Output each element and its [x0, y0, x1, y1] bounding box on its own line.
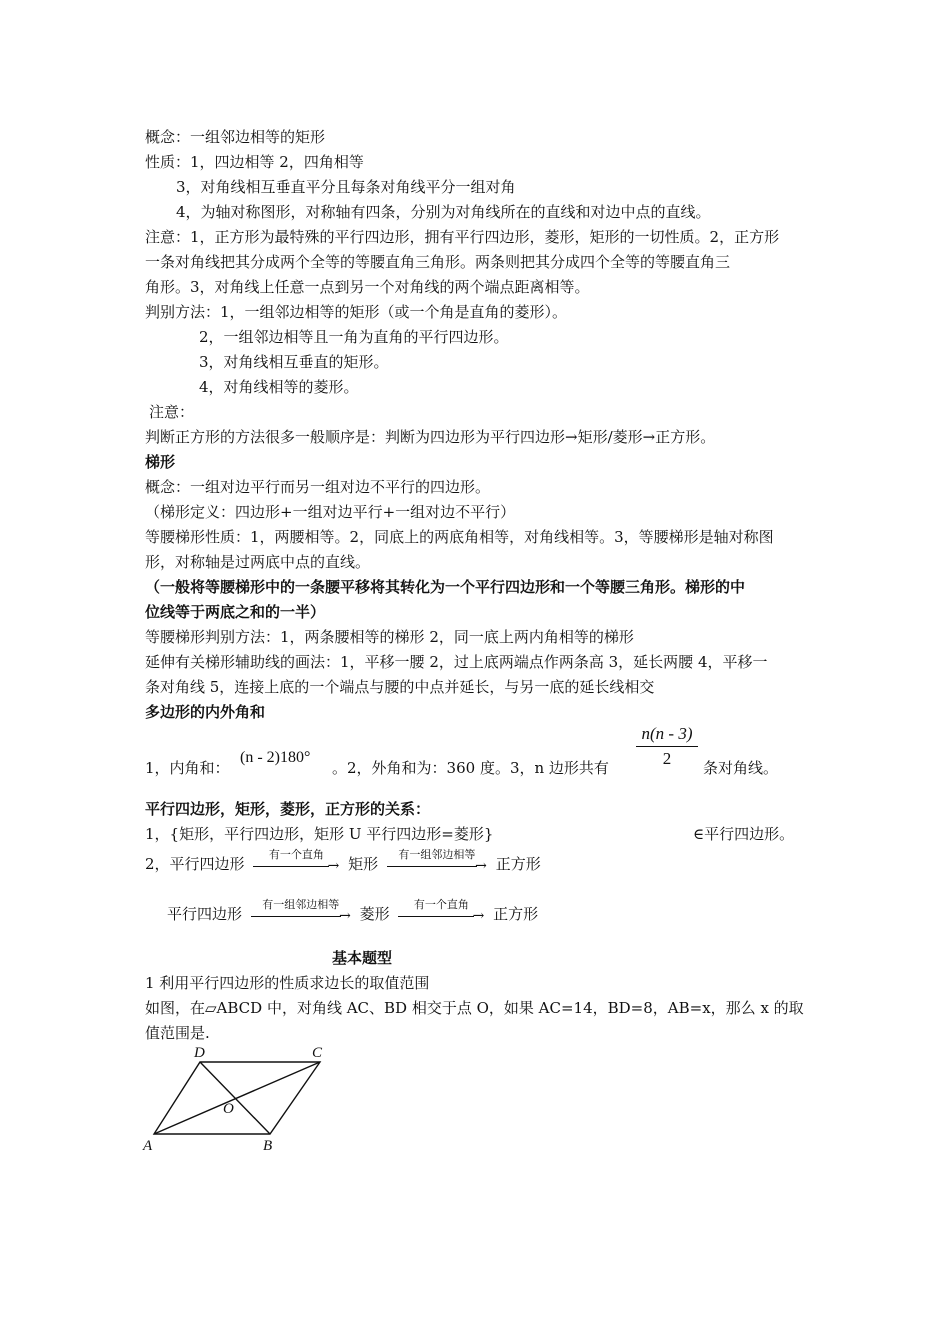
- section-title: 基本题型: [332, 949, 393, 967]
- chain-start: 平行四边形: [167, 905, 243, 923]
- text-line: 3，对角线相互垂直的矩形。: [199, 353, 389, 371]
- angle-sum-prefix: 1，内角和：: [145, 759, 230, 777]
- chain-node: 矩形: [348, 855, 379, 873]
- chain-start: 2，平行四边形: [145, 855, 245, 873]
- problem-heading: 1 利用平行四边形的性质求边长的取值范围: [145, 974, 430, 992]
- text-line: 2，一组邻边相等且一角为直角的平行四边形。: [199, 328, 509, 346]
- arrow-label: 有一组邻边相等: [262, 898, 340, 911]
- text-line: 角形。3，对角线上任意一点到另一个对角线的两个端点距离相等。: [145, 278, 590, 296]
- text-line: 4，为轴对称图形，对称轴有四条，分别为对角线所在的直线和对边中点的直线。: [176, 203, 711, 221]
- vertex-label-d: D: [194, 1045, 205, 1061]
- arrow-label: 有一个直角: [413, 898, 469, 911]
- text-line: 判断正方形的方法很多一般顺序是：判断为四边形为平行四边形→矩形/菱形→正方形。: [145, 428, 716, 446]
- vertex-label-b: B: [263, 1138, 273, 1154]
- vertex-label-a: A: [143, 1138, 153, 1154]
- text-line: 等腰梯形性质：1，两腰相等。2，同底上的两底角相等，对角线相等。3，等腰梯形是轴对称图: [145, 528, 774, 546]
- section-heading: 平行四边形，矩形，菱形，正方形的关系：: [145, 800, 431, 818]
- right-arrow-icon: 有一个直角 →: [253, 854, 339, 876]
- right-arrow-icon: 有一组邻边相等 →: [251, 904, 351, 926]
- section-heading: 多边形的内外角和: [145, 703, 266, 721]
- text-line: 等腰梯形判别方法：1，两条腰相等的梯形 2，同一底上两内角相等的梯形: [145, 628, 634, 646]
- bold-note: （一般将等腰梯形中的一条腰平移将其转化为一个平行四边形和一个等腰三角形。梯形的中: [145, 578, 746, 596]
- relation-chain-1: [145, 848, 541, 876]
- problem-text: 值范围是.: [145, 1024, 210, 1042]
- parallelogram-figure: [140, 1040, 340, 1155]
- text-line: 概念：一组邻边相等的矩形: [145, 128, 326, 146]
- angle-sum-suffix: 条对角线。: [703, 759, 779, 777]
- interior-angle-formula: (n - 2)180°: [240, 749, 311, 766]
- arrow-label: 有一个直角: [268, 848, 324, 861]
- right-arrow-icon: 有一组邻边相等 →: [387, 854, 487, 876]
- relation-set-membership: ∈平行四边形。: [693, 825, 795, 843]
- text-line: 条对角线 5，连接上底的一个端点与腰的中点并延长，与另一底的延长线相交: [145, 678, 655, 696]
- chain-end: 正方形: [495, 855, 541, 873]
- section-heading: 梯形: [145, 453, 176, 471]
- vertex-label-c: C: [312, 1045, 323, 1061]
- problem-text: 如图，在▱ABCD 中，对角线 AC、BD 相交于点 O，如果 AC=14，BD=8，AB=x，那么 x 的取: [145, 999, 804, 1017]
- angle-sum-middle: 。2，外角和为：360 度。3，n 边形共有: [332, 759, 609, 777]
- fraction-bar: [636, 746, 698, 747]
- diagonal-bd: [200, 1062, 270, 1134]
- fraction-numerator: n(n - 3): [641, 724, 693, 743]
- fraction-denominator: 2: [662, 749, 672, 768]
- arrow-label: 有一组邻边相等: [398, 848, 476, 861]
- chain-node: 菱形: [359, 905, 390, 923]
- relation-chain-2: [167, 898, 539, 926]
- text-line: 一条对角线把其分成两个全等的等腰直角三角形。两条则把其分成四个全等的等腰直角三: [145, 253, 731, 271]
- text-line: 判别方法：1，一组邻边相等的矩形（或一个角是直角的菱形）。: [145, 303, 568, 321]
- text-line: 性质：1，四边相等 2，四角相等: [145, 153, 364, 171]
- text-line: 注意：: [149, 403, 195, 421]
- chain-end: 正方形: [493, 905, 539, 923]
- text-line: 注意：1，正方形为最特殊的平行四边形，拥有平行四边形，菱形，矩形的一切性质。2，正方形: [145, 228, 780, 246]
- text-line: 概念：一组对边平行而另一组对边不平行的四边形。: [145, 478, 491, 496]
- bold-note: 位线等于两底之和的一半）: [145, 603, 326, 621]
- right-arrow-icon: 有一个直角 →: [398, 904, 484, 926]
- center-label-o: O: [223, 1101, 234, 1117]
- text-line: 3，对角线相互垂直平分且每条对角线平分一组对角: [176, 178, 516, 196]
- text-line: （梯形定义：四边形+一组对边平行+一组对边不平行）: [145, 503, 516, 521]
- text-line: 延伸有关梯形辅助线的画法：1，平移一腰 2，过上底两端点作两条高 3，延长两腰 4，平移一: [145, 653, 768, 671]
- diagonal-count-fraction: [636, 724, 698, 769]
- text-line: 4，对角线相等的菱形。: [199, 378, 359, 396]
- text-line: 形，对称轴是过两底中点的直线。: [145, 553, 371, 571]
- relation-set-line: 1，{矩形，平行四边形，矩形 U 平行四边形=菱形}: [145, 825, 494, 843]
